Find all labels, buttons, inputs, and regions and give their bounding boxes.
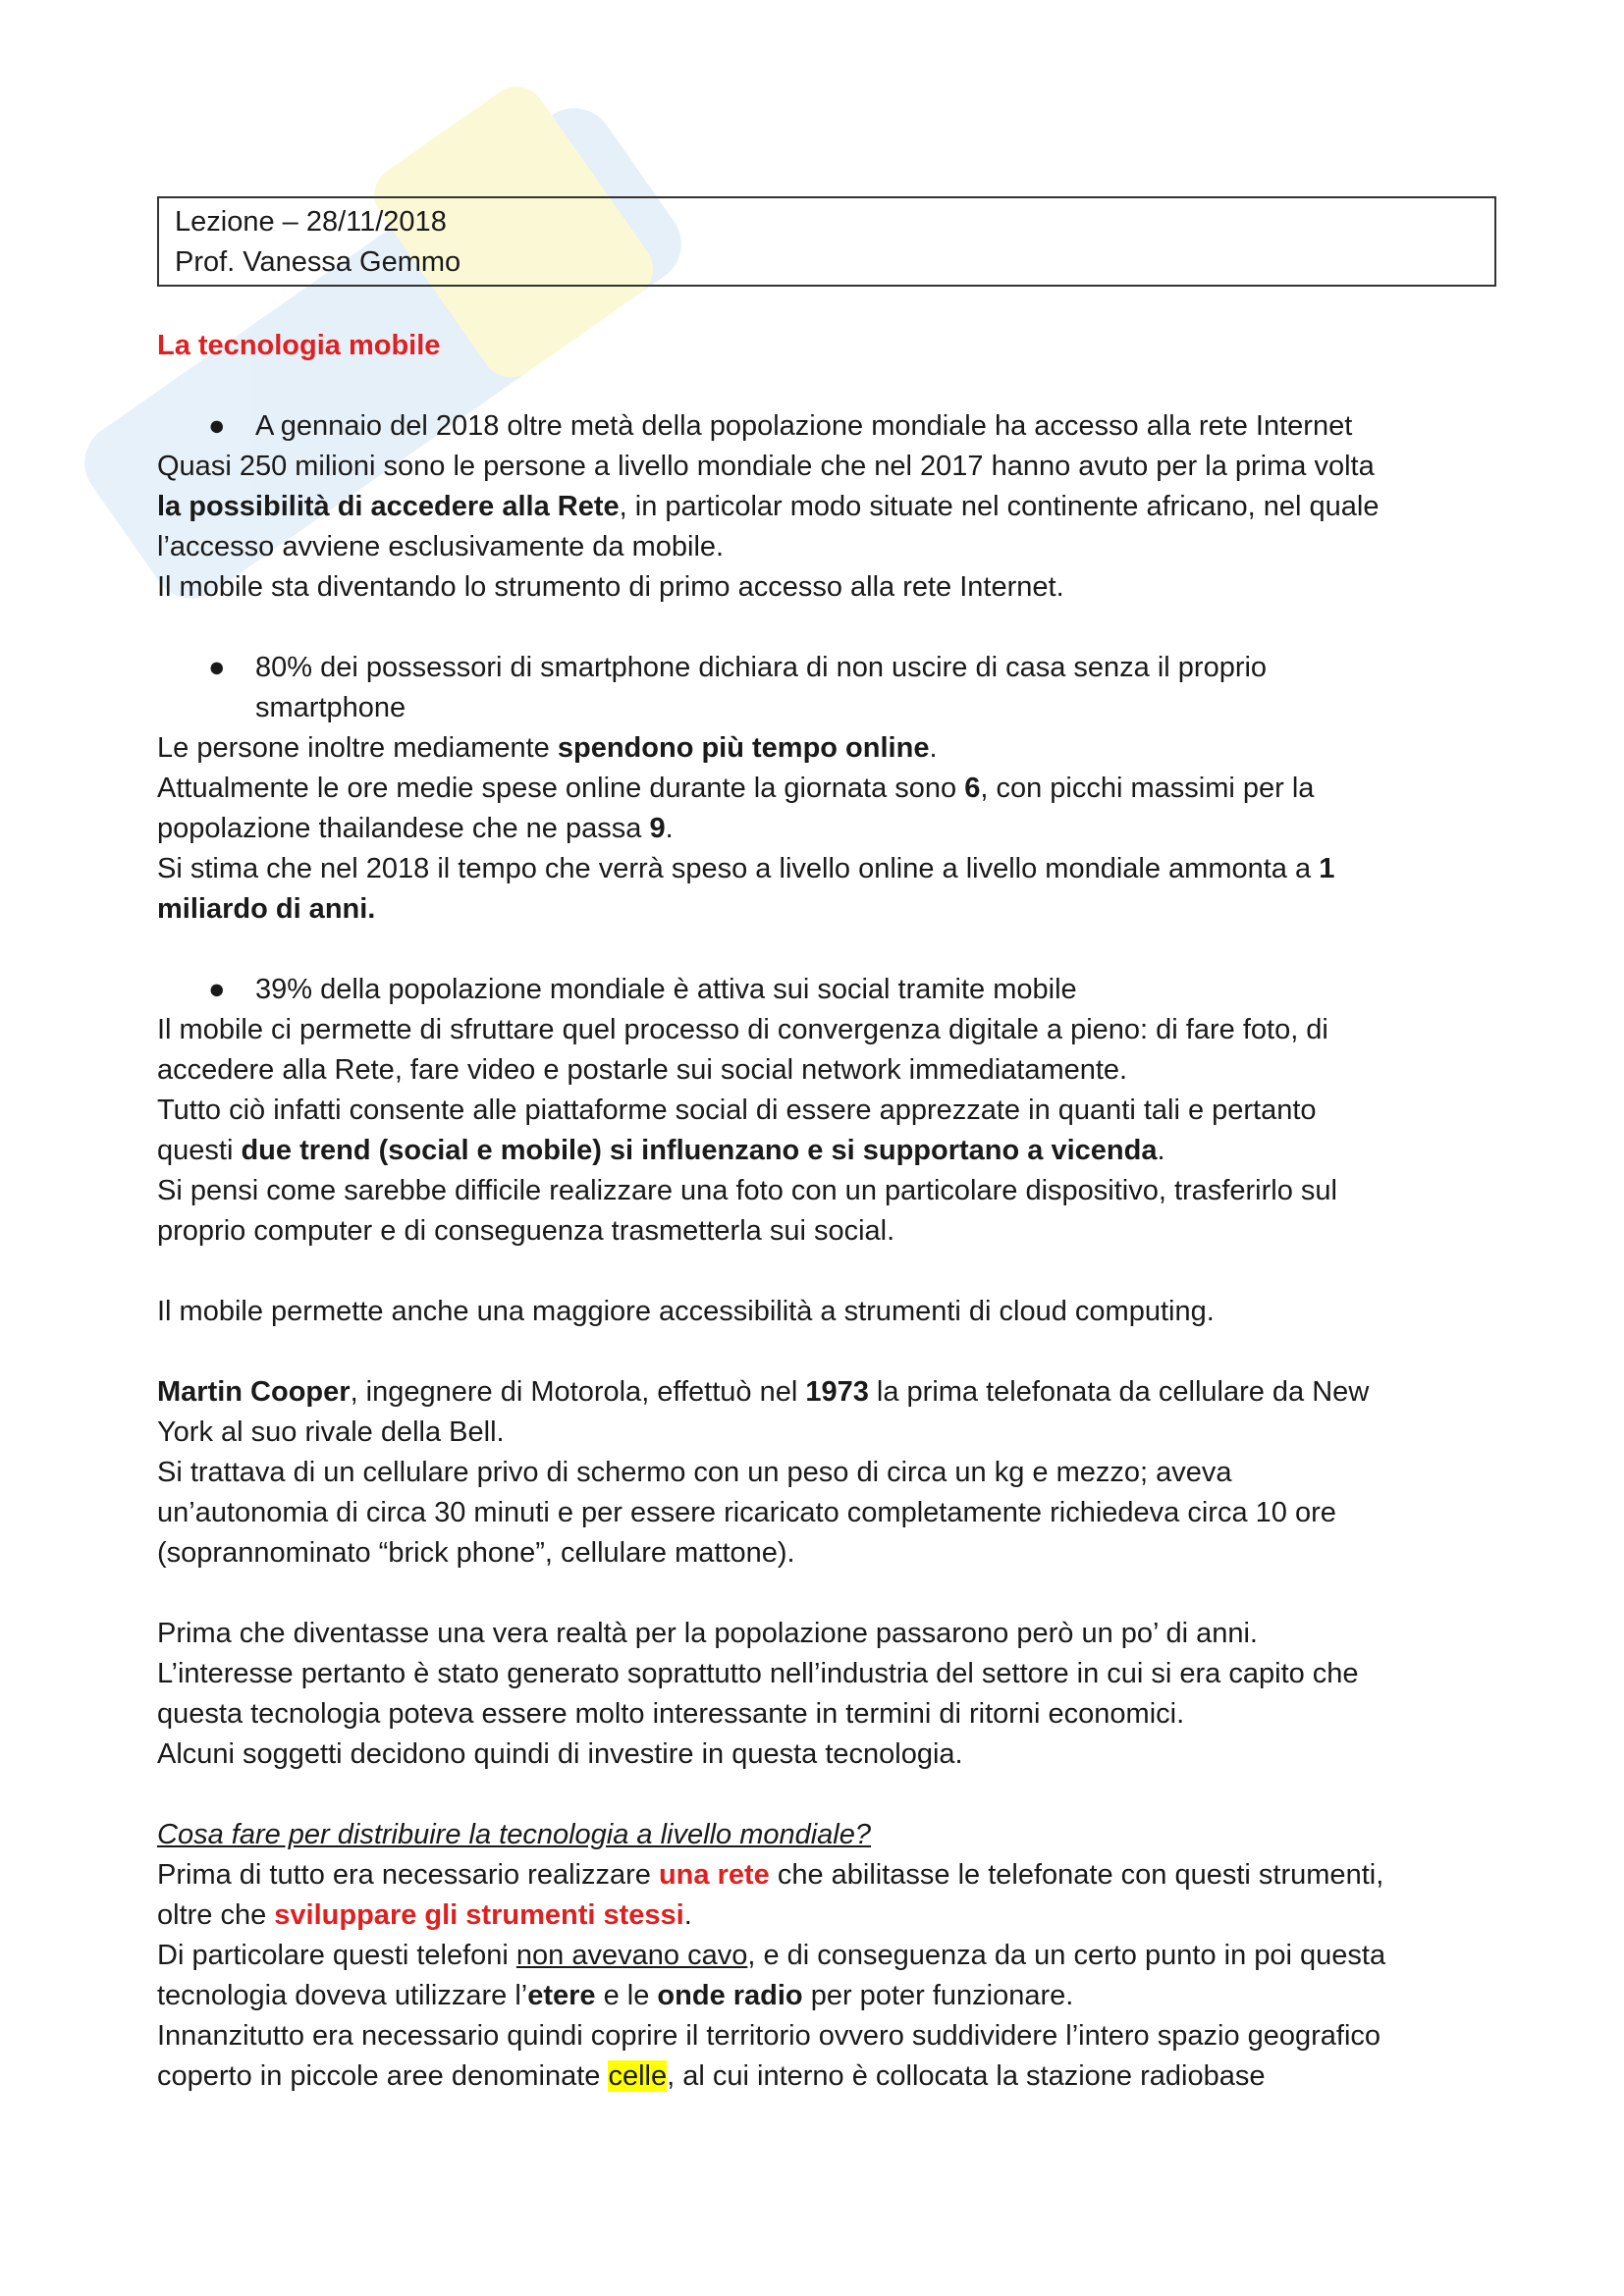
paragraph-line: la possibilità di accedere alla Rete, in particolar modo situate nel continente africano, nel quale [157, 491, 1380, 522]
paragraph-line: Il mobile sta diventando lo strumento di primo accesso alla rete Internet. [157, 571, 1064, 603]
paragraph-line: Alcuni soggetti decidono quindi di investire in questa tecnologia. [157, 1738, 963, 1770]
paragraph-line: Il mobile permette anche una maggiore accessibilità a strumenti di cloud computing. [157, 1296, 1215, 1327]
document-page [157, 196, 1492, 2097]
paragraph-line: Prima che diventasse una vera realtà per la popolazione passarono però un po’ di anni. [157, 1618, 1258, 1649]
paragraph-line: (soprannominato “brick phone”, cellulare mattone). [157, 1537, 795, 1569]
paragraph-line: York al suo rivale della Bell. [157, 1416, 505, 1448]
professor-name: Prof. Vanessa Gemmo [175, 246, 461, 278]
bullet-icon: ● [208, 652, 226, 683]
paragraph-line: Si stima che nel 2018 il tempo che verrà speso a livello online a livello mondiale ammonta a 1 [157, 853, 1335, 884]
paragraph-line: accedere alla Rete, fare video e postarle sui social network immediatamente. [157, 1054, 1128, 1086]
paragraph-line: un’autonomia di circa 30 minuti e per essere ricaricato completamente richiedeva circa 10 ore [157, 1497, 1336, 1528]
paragraph-line: Innanzitutto era necessario quindi coprire il territorio ovvero suddividere l’intero spazio geografico [157, 2020, 1381, 2052]
lecture-date: Lezione – 28/11/2018 [175, 206, 447, 238]
paragraph-line: oltre che sviluppare gli strumenti stessi. [157, 1899, 692, 1931]
paragraph-line: Martin Cooper, ingegnere di Motorola, effettuò nel 1973 la prima telefonata da cellulare da New [157, 1376, 1370, 1408]
paragraph-line: questa tecnologia poteva essere molto interessante in termini di ritorni economici. [157, 1698, 1185, 1730]
paragraph-line: Si trattava di un cellulare privo di schermo con un peso di circa un kg e mezzo; aveva [157, 1457, 1232, 1488]
question-heading: Cosa fare per distribuire la tecnologia a livello mondiale? [157, 1819, 872, 1850]
paragraph-line: Quasi 250 milioni sono le persone a livello mondiale che nel 2017 hanno avuto per la prima volta [157, 451, 1375, 482]
bullet-item: ● 80% dei possessori di smartphone dichiara di non uscire di casa senza il proprio smartphone [157, 648, 1492, 728]
lecture-header-box [157, 196, 1496, 287]
paragraph-line: Tutto ciò infatti consente alle piattaforme social di essere apprezzate in quanti tali e pertanto [157, 1095, 1317, 1126]
bullet-icon: ● [208, 410, 226, 442]
paragraph-line: miliardo di anni. [157, 893, 376, 925]
paragraph-line: l’accesso avviene esclusivamente da mobile. [157, 531, 725, 562]
paragraph-line: Prima di tutto era necessario realizzare una rete che abilitasse le telefonate con questi strumenti, [157, 1859, 1384, 1891]
paragraph-line: questi due trend (social e mobile) si influenzano e si supportano a vicenda. [157, 1135, 1165, 1166]
paragraph-line: Di particolare questi telefoni non avevano cavo, e di conseguenza da un certo punto in poi questa [157, 1940, 1386, 1971]
bullet-item: ● A gennaio del 2018 oltre metà della popolazione mondiale ha accesso alla rete Internet [157, 406, 1492, 447]
bullet-item: ● 39% della popolazione mondiale è attiva sui social tramite mobile [157, 970, 1492, 1010]
bullet-icon: ● [208, 974, 226, 1005]
paragraph-line: tecnologia doveva utilizzare l’etere e le onde radio per poter funzionare. [157, 1980, 1074, 2011]
paragraph-line: proprio computer e di conseguenza trasmetterla sui social. [157, 1215, 895, 1247]
paragraph-line: Le persone inoltre mediamente spendono più tempo online. [157, 732, 938, 764]
paragraph-line: coperto in piccole aree denominate celle, al cui interno è collocata la stazione radiobase [157, 2060, 1266, 2092]
highlighted-term: celle [608, 2060, 668, 2092]
paragraph-line: popolazione thailandese che ne passa 9. [157, 813, 674, 844]
paragraph-line: Il mobile ci permette di sfruttare quel processo di convergenza digitale a pieno: di fare foto, di [157, 1014, 1328, 1045]
paragraph-line: L’interesse pertanto è stato generato soprattutto nell’industria del settore in cui si era capito che [157, 1658, 1359, 1689]
paragraph-line: Attualmente le ore medie spese online durante la giornata sono 6, con picchi massimi per la [157, 773, 1315, 804]
section-title: La tecnologia mobile [157, 330, 441, 361]
paragraph-line: Si pensi come sarebbe difficile realizzare una foto con un particolare dispositivo, trasferirlo sul [157, 1175, 1337, 1206]
